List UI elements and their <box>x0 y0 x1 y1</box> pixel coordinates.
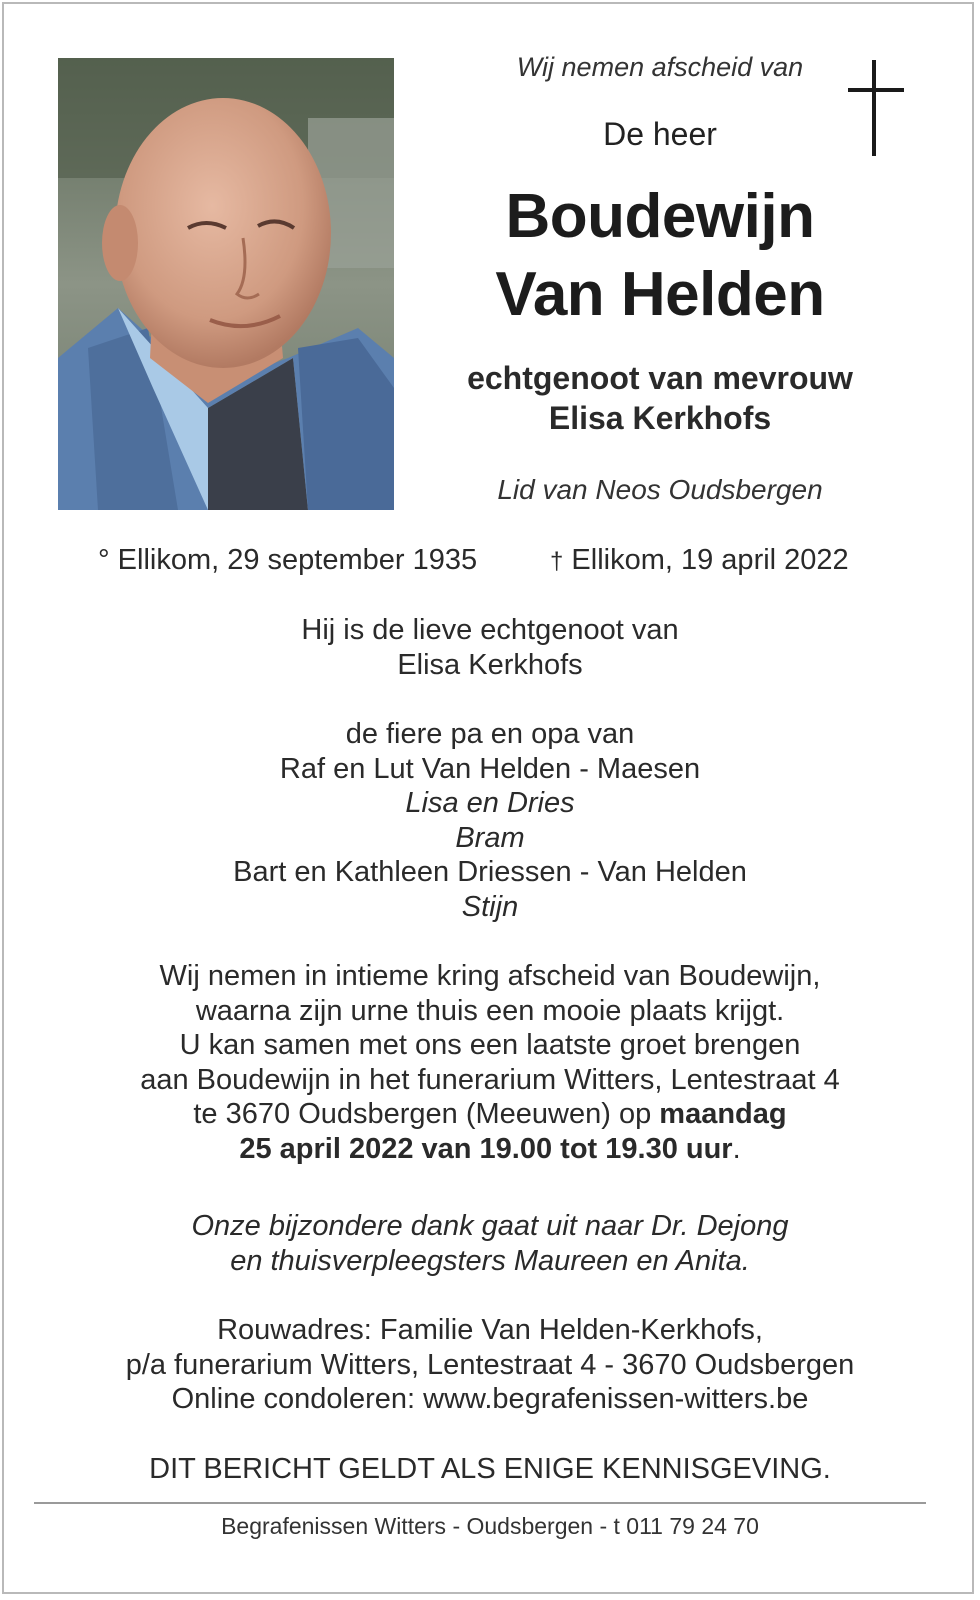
spouse-name: Elisa Kerkhofs <box>548 400 772 436</box>
farewell-line-2: waarna zijn urne thuis een mooie plaats krijgt. <box>195 994 785 1027</box>
farewell-line-5-plain: te 3670 Oudsbergen (Meeuwen) op <box>193 1098 652 1130</box>
children-intro: de fiere pa en opa van <box>345 718 635 750</box>
last-name: Van Helden <box>495 260 825 329</box>
condolence-link[interactable]: Online condoleren: www.begrafenissen-witters.be <box>171 1383 809 1415</box>
farewell-line-3: U kan samen met ons een laatste groet brengen <box>179 1029 801 1061</box>
farewell-period: . <box>732 1132 741 1165</box>
grandchild-2: Bram <box>455 821 525 854</box>
spouse-intro: Hij is de lieve echtgenoot van <box>301 614 679 646</box>
child-1: Raf en Lut Van Helden - Maesen <box>279 752 701 785</box>
dagger-icon: † <box>550 548 564 575</box>
spouse-info <box>420 358 900 438</box>
sole-notice: DIT BERICHT GELDT ALS ENIGE KENNISGEVING. <box>149 1453 831 1485</box>
child-2: Bart en Kathleen Driessen - Van Helden <box>233 856 747 888</box>
deceased-name <box>420 178 900 334</box>
death-date-text: Ellikom, 19 april 2022 <box>571 544 849 576</box>
salutation: De heer <box>603 116 717 152</box>
farewell-date-time: 25 april 2022 van 19.00 tot 19.30 uur <box>239 1132 733 1165</box>
spouse-name-body: Elisa Kerkhofs <box>397 648 583 681</box>
thanks-section <box>40 1209 940 1278</box>
birth-date: ° Ellikom, 29 september 1935 <box>98 544 478 576</box>
contact-section <box>40 1313 940 1417</box>
farewell-line-1: Wij nemen in intieme kring afscheid van Boudewijn, <box>159 960 821 992</box>
family-section <box>40 717 940 924</box>
grandchildren-1: Lisa en Dries <box>405 787 575 819</box>
intro-text: Wij nemen afscheid van <box>516 52 804 82</box>
first-name: Boudewijn <box>505 182 815 251</box>
farewell-day: maandag <box>659 1098 787 1130</box>
spouse-section <box>40 613 940 682</box>
thanks-line-2: en thuisverpleegsters Maureen en Anita. <box>230 1244 750 1277</box>
spouse-label: echtgenoot van mevrouw <box>467 360 853 396</box>
membership: Lid van Neos Oudsbergen <box>497 474 823 505</box>
funeral-home-address: p/a funerarium Witters, Lentestraat 4 - 3670 Oudsbergen <box>125 1348 855 1381</box>
portrait-photo <box>58 58 394 510</box>
death-date <box>550 544 849 577</box>
footer-divider <box>34 1502 926 1504</box>
farewell-line-4: aan Boudewijn in het funerarium Witters, Lentestraat 4 <box>140 1063 840 1096</box>
farewell-line-5 <box>40 1097 940 1132</box>
mourning-address: Rouwadres: Familie Van Helden-Kerkhofs, <box>217 1314 763 1346</box>
thanks-line-1: Onze bijzondere dank gaat uit naar Dr. Dejong <box>191 1210 789 1242</box>
farewell-section <box>40 959 940 1166</box>
funeral-home-footer: Begrafenissen Witters - Oudsbergen - t 011 79 24 70 <box>221 1513 759 1539</box>
farewell-line-6 <box>40 1132 940 1167</box>
grandchild-3: Stijn <box>461 890 519 923</box>
